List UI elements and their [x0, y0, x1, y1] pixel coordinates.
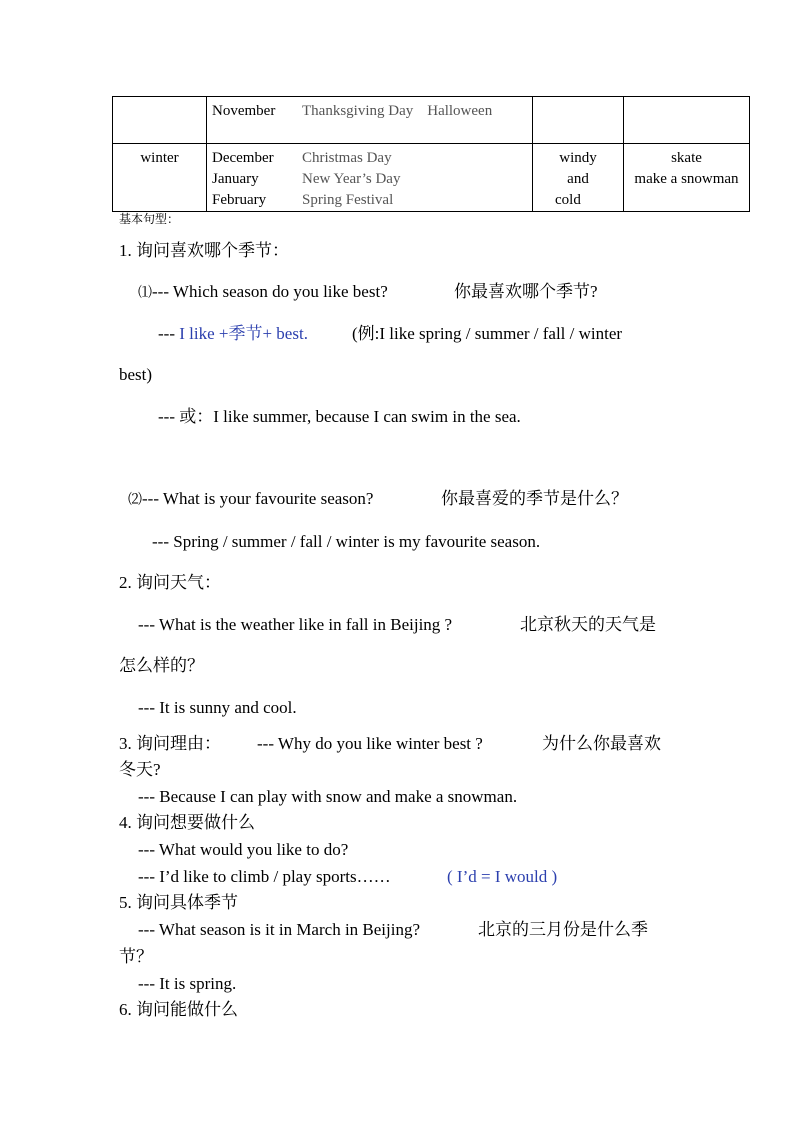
- item-heading: 1. 询问喜欢哪个季节：: [119, 241, 289, 260]
- item-heading: 6. 询问能做什么: [119, 1000, 238, 1019]
- season-cell: winter: [113, 144, 207, 212]
- question-en: --- What season is it in March in Beijing?: [138, 920, 421, 939]
- answer-line: [158, 323, 308, 345]
- table-row: [113, 144, 750, 212]
- answer-line: --- It is sunny and cool.: [138, 698, 297, 717]
- question-zh: 北京的三月份是什么季: [478, 920, 648, 939]
- months-holidays-cell: [207, 144, 533, 212]
- question-en: --- What would you like to do?: [138, 840, 349, 859]
- question-en: --- Which season do you like best?: [152, 282, 388, 301]
- holiday-name: Spring Festival: [302, 192, 394, 208]
- answer-alt: --- 或：I like summer, because I can swim in the sea.: [158, 407, 521, 426]
- season-cell: [113, 97, 207, 144]
- item-heading: 3. 询问理由：: [119, 734, 221, 753]
- answer-line: --- Spring / summer / fall / winter is my favourite season.: [152, 532, 541, 551]
- table-row: [113, 97, 750, 144]
- question-zh: 为什么你最喜欢: [542, 734, 661, 753]
- question-zh-cont: 怎么样的？: [119, 656, 204, 675]
- activity-cell: [624, 97, 750, 144]
- answer-example-cont: best): [119, 365, 153, 384]
- item-heading: 2. 询问天气：: [119, 573, 221, 592]
- holiday-name: Christmas Day: [302, 150, 392, 166]
- item-number: ⑵: [128, 493, 142, 508]
- item-number: ⑴: [138, 286, 152, 301]
- item-heading: 4. 询问想要做什么: [119, 813, 255, 832]
- answer-pattern: I like +季节+ best.: [179, 324, 308, 343]
- activity-text: make a snowman: [634, 171, 739, 187]
- question-zh: 北京秋天的天气是: [520, 615, 656, 634]
- weather-word: and: [567, 171, 589, 187]
- months-holidays-cell: [207, 97, 533, 144]
- weather-word: windy: [559, 150, 597, 166]
- month-name: December: [212, 150, 274, 166]
- item-heading: 5. 询问具体季节: [119, 893, 238, 912]
- answer-line: --- Because I can play with snow and make a snowman.: [138, 787, 518, 806]
- question-zh: 你最喜爱的季节是什么？: [441, 489, 628, 508]
- month-name: January: [212, 171, 259, 187]
- weather-word: cold: [555, 192, 581, 208]
- answer-example: (例:I like spring / summer / fall / winter: [352, 324, 623, 343]
- question-line: [138, 281, 388, 305]
- question-en: --- What is your favourite season?: [142, 489, 374, 508]
- month-name: November: [212, 103, 276, 119]
- activity-cell: [624, 144, 750, 212]
- question-line: [128, 488, 373, 512]
- answer-note: ( I’d = I would ): [447, 867, 558, 886]
- holiday-name: Thanksgiving Day: [302, 103, 414, 119]
- answer-line: --- It is spring.: [138, 974, 237, 993]
- question-en: --- Why do you like winter best ?: [257, 734, 483, 753]
- month-name: February: [212, 192, 267, 208]
- question-zh: 你最喜欢哪个季节?: [454, 282, 598, 301]
- holiday-name: Halloween: [427, 103, 493, 119]
- weather-cell: [533, 144, 624, 212]
- answer-dash: ---: [158, 324, 175, 343]
- activity-text: skate: [671, 150, 702, 166]
- weather-cell: [533, 97, 624, 144]
- holiday-name: New Year’s Day: [302, 171, 401, 187]
- season-table: [112, 96, 750, 212]
- section-label: 基本句型：: [119, 212, 180, 226]
- answer-line: --- I’d like to climb / play sports……: [138, 867, 391, 886]
- question-zh-cont: 冬天?: [119, 760, 161, 779]
- question-en: --- What is the weather like in fall in Beijing ?: [138, 615, 453, 634]
- question-zh-cont: 节？: [119, 947, 153, 966]
